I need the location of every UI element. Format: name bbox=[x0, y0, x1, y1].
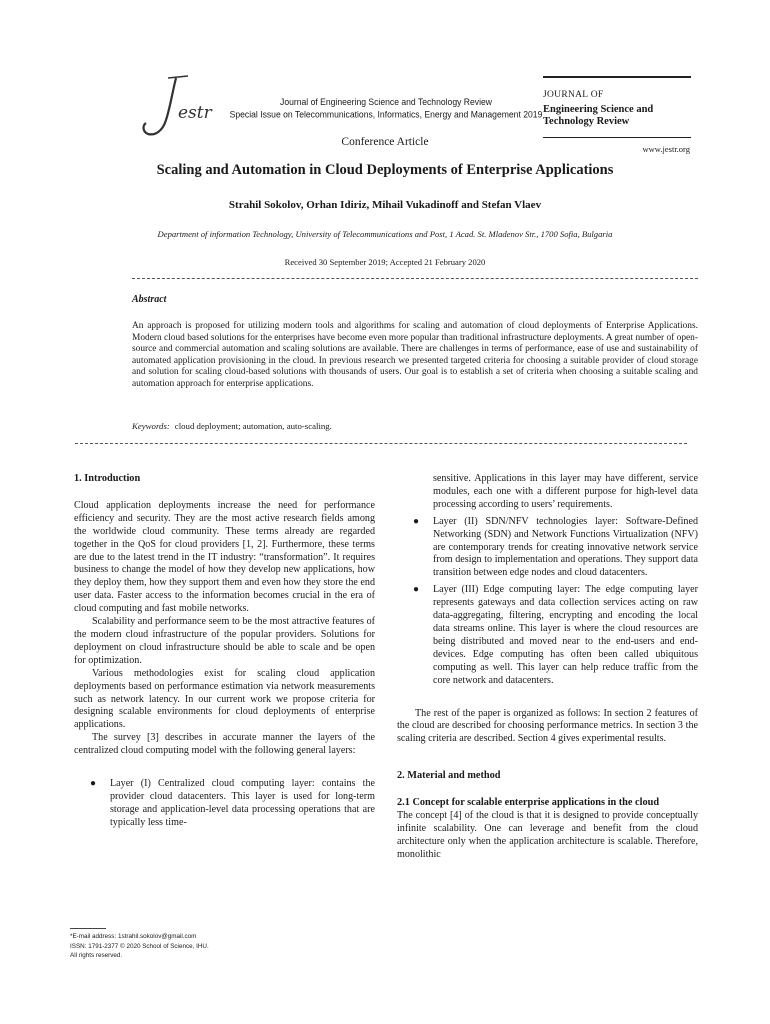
affiliation: Department of information Technology, University of Telecommunications and Post, 1 Acad. St. Mladenov Str., 1700 Sofia, Bulgaria bbox=[157, 229, 613, 239]
layer-list-continued bbox=[397, 516, 698, 688]
paragraph: The rest of the paper is organized as follows: In section 2 features of the cloud are described for choosing performance metrics. In section 3 the scaling criteria are described. Section 4 gives experimental results. bbox=[397, 707, 698, 745]
keywords-label: Keywords: bbox=[132, 421, 170, 431]
list-item bbox=[74, 778, 375, 830]
list-item-text: Layer (II) SDN/NFV technologies layer: Software-Defined Networking (SDN) and Network Functions Virtualization (NFV) are contemporary trends for creating innovative network service from design to implementation and operations. They support data transition between edge nodes and cloud datacenters. bbox=[433, 515, 698, 579]
section-heading-material-method: 2. Material and method bbox=[397, 770, 501, 782]
list-item bbox=[397, 516, 698, 581]
journal-box-name-2: Technology Review bbox=[543, 116, 630, 127]
received-dates: Received 30 September 2019; Accepted 21 February 2020 bbox=[284, 257, 486, 267]
paragraph: Scalability and performance seem to be the most attractive features of the modern cloud infrastructure of the popular providers. Solutions for deployment on cloud infrastructure should be able to scale and be open for optimization. bbox=[74, 616, 375, 666]
journal-box bbox=[543, 76, 691, 138]
layer-list bbox=[74, 778, 375, 830]
paragraph: Cloud application deployments increase the need for performance efficiency and security. They are the most active research fields among the worldwide cloud community. These terms already are regarded together in the QoS for cloud providers [1, 2]. Furthermore, these terms are due to the latest trend in the IT industry: “transformation”. It requires business to change the model of how they develop new applications, how they deploy them, how they support them and even how they store the end user data. Faster access to the information becomes crucial in the era of cloud computing and fast mobile networks. bbox=[74, 499, 375, 615]
top-rule bbox=[543, 76, 691, 78]
footnote-rights: All rights reserved. bbox=[70, 952, 123, 959]
divider-bottom bbox=[75, 443, 687, 444]
left-column bbox=[74, 473, 375, 830]
subsection-heading-2-1: 2.1 Concept for scalable enterprise applications in the cloud bbox=[397, 797, 660, 809]
footnote bbox=[70, 928, 390, 961]
bullet-icon: ● bbox=[413, 584, 420, 596]
website-link[interactable]: www.jestr.org bbox=[642, 144, 690, 154]
keywords-text: cloud deployment; automation, auto-scaling. bbox=[174, 421, 332, 431]
footnote-rule bbox=[70, 928, 106, 929]
abstract-text: An approach is proposed for utilizing modern tools and algorithms for scaling and automation of cloud deployments of Enterprise Applications. Modern cloud based solutions for the enterprises have become even more popular than traditional infrastructure deployments. A great number of open-source and commercial automation and scaling solutions are available. There are challenges in terms of performance, ease of use and sustainability of automated application provisioning in the cloud. In previous research we presented targeted criteria for choosing a suitable provider of cloud storage and solution for scaling cloud-based solutions with thousands of users. Our goal is to establish a set of criteria when choosing a suitable scaling and automation approach for enterprise applications. bbox=[132, 321, 698, 389]
bullet-icon: ● bbox=[413, 515, 420, 527]
list-item-text: Layer (III) Edge computing layer: The edge computing layer represents gateways and data collection services acting on raw data-aggregating, filtering, encrypting and encoding the local data streams online. This layer is where the cloud resources are being distributed and moved near to the end-users and end-devices. Edge computing has often been called ubiquitous computing as well. This layer can help reduce traffic from the core network and datacenters. bbox=[433, 584, 698, 686]
section-heading-introduction: 1. Introduction bbox=[74, 473, 141, 484]
footnote-issn: ISSN: 1791-2377 © 2020 School of Science, IHU. bbox=[70, 942, 209, 950]
footnote-email: *E-mail address: 1strahil.sokolov@gmail.com bbox=[70, 933, 197, 940]
journal-header bbox=[222, 95, 550, 120]
journal-box-name-1: Engineering Science and bbox=[543, 104, 654, 115]
article-type: Conference Article bbox=[341, 136, 429, 148]
list-item-continued: sensitive. Applications in this layer may have different, service modules, each one with a different purpose for high-level data processing according to users’ requirements. bbox=[433, 473, 698, 510]
journal-logo bbox=[132, 74, 222, 144]
authors: Strahil Sokolov, Orhan Idiriz, Mihail Vukadinoff and Stefan Vlaev bbox=[228, 199, 542, 211]
special-issue: Special Issue on Telecommunications, Informatics, Energy and Management 2019 bbox=[229, 109, 543, 120]
paragraph: The survey [3] describes in accurate manner the layers of the centralized cloud computing model with the following general layers: bbox=[74, 732, 375, 757]
divider-top bbox=[132, 278, 698, 279]
paper-title: Scaling and Automation in Cloud Deployments of Enterprise Applications bbox=[156, 162, 614, 178]
list-item-text: Layer (I) Centralized cloud computing layer: contains the provider cloud datacenters. This layer is used for long-term storage and application-level data processing operations that are typically less time- bbox=[110, 778, 375, 828]
keywords bbox=[132, 421, 698, 431]
paragraph: The concept [4] of the cloud is that it is designed to provide conceptually infinite scalability. One can leverage and benefit from the cloud architecture only when the application architecture is scalable. Therefore, monolithic bbox=[397, 810, 698, 860]
journal-name: Journal of Engineering Science and Technology Review bbox=[280, 96, 492, 107]
bullet-icon: ● bbox=[90, 778, 97, 790]
right-column bbox=[397, 473, 698, 862]
list-item bbox=[397, 584, 698, 687]
bottom-rule bbox=[543, 137, 691, 138]
paragraph: Various methodologies exist for scaling cloud application deployments based on performance estimation via network measurements such as network latency. In our current work we propose criteria for designing scalable environments for cloud deployments of enterprise applications. bbox=[74, 667, 375, 731]
journal-box-label: JOURNAL OF bbox=[543, 90, 604, 100]
abstract-heading: Abstract bbox=[132, 294, 167, 305]
svg-text:estr: estr bbox=[178, 103, 212, 123]
